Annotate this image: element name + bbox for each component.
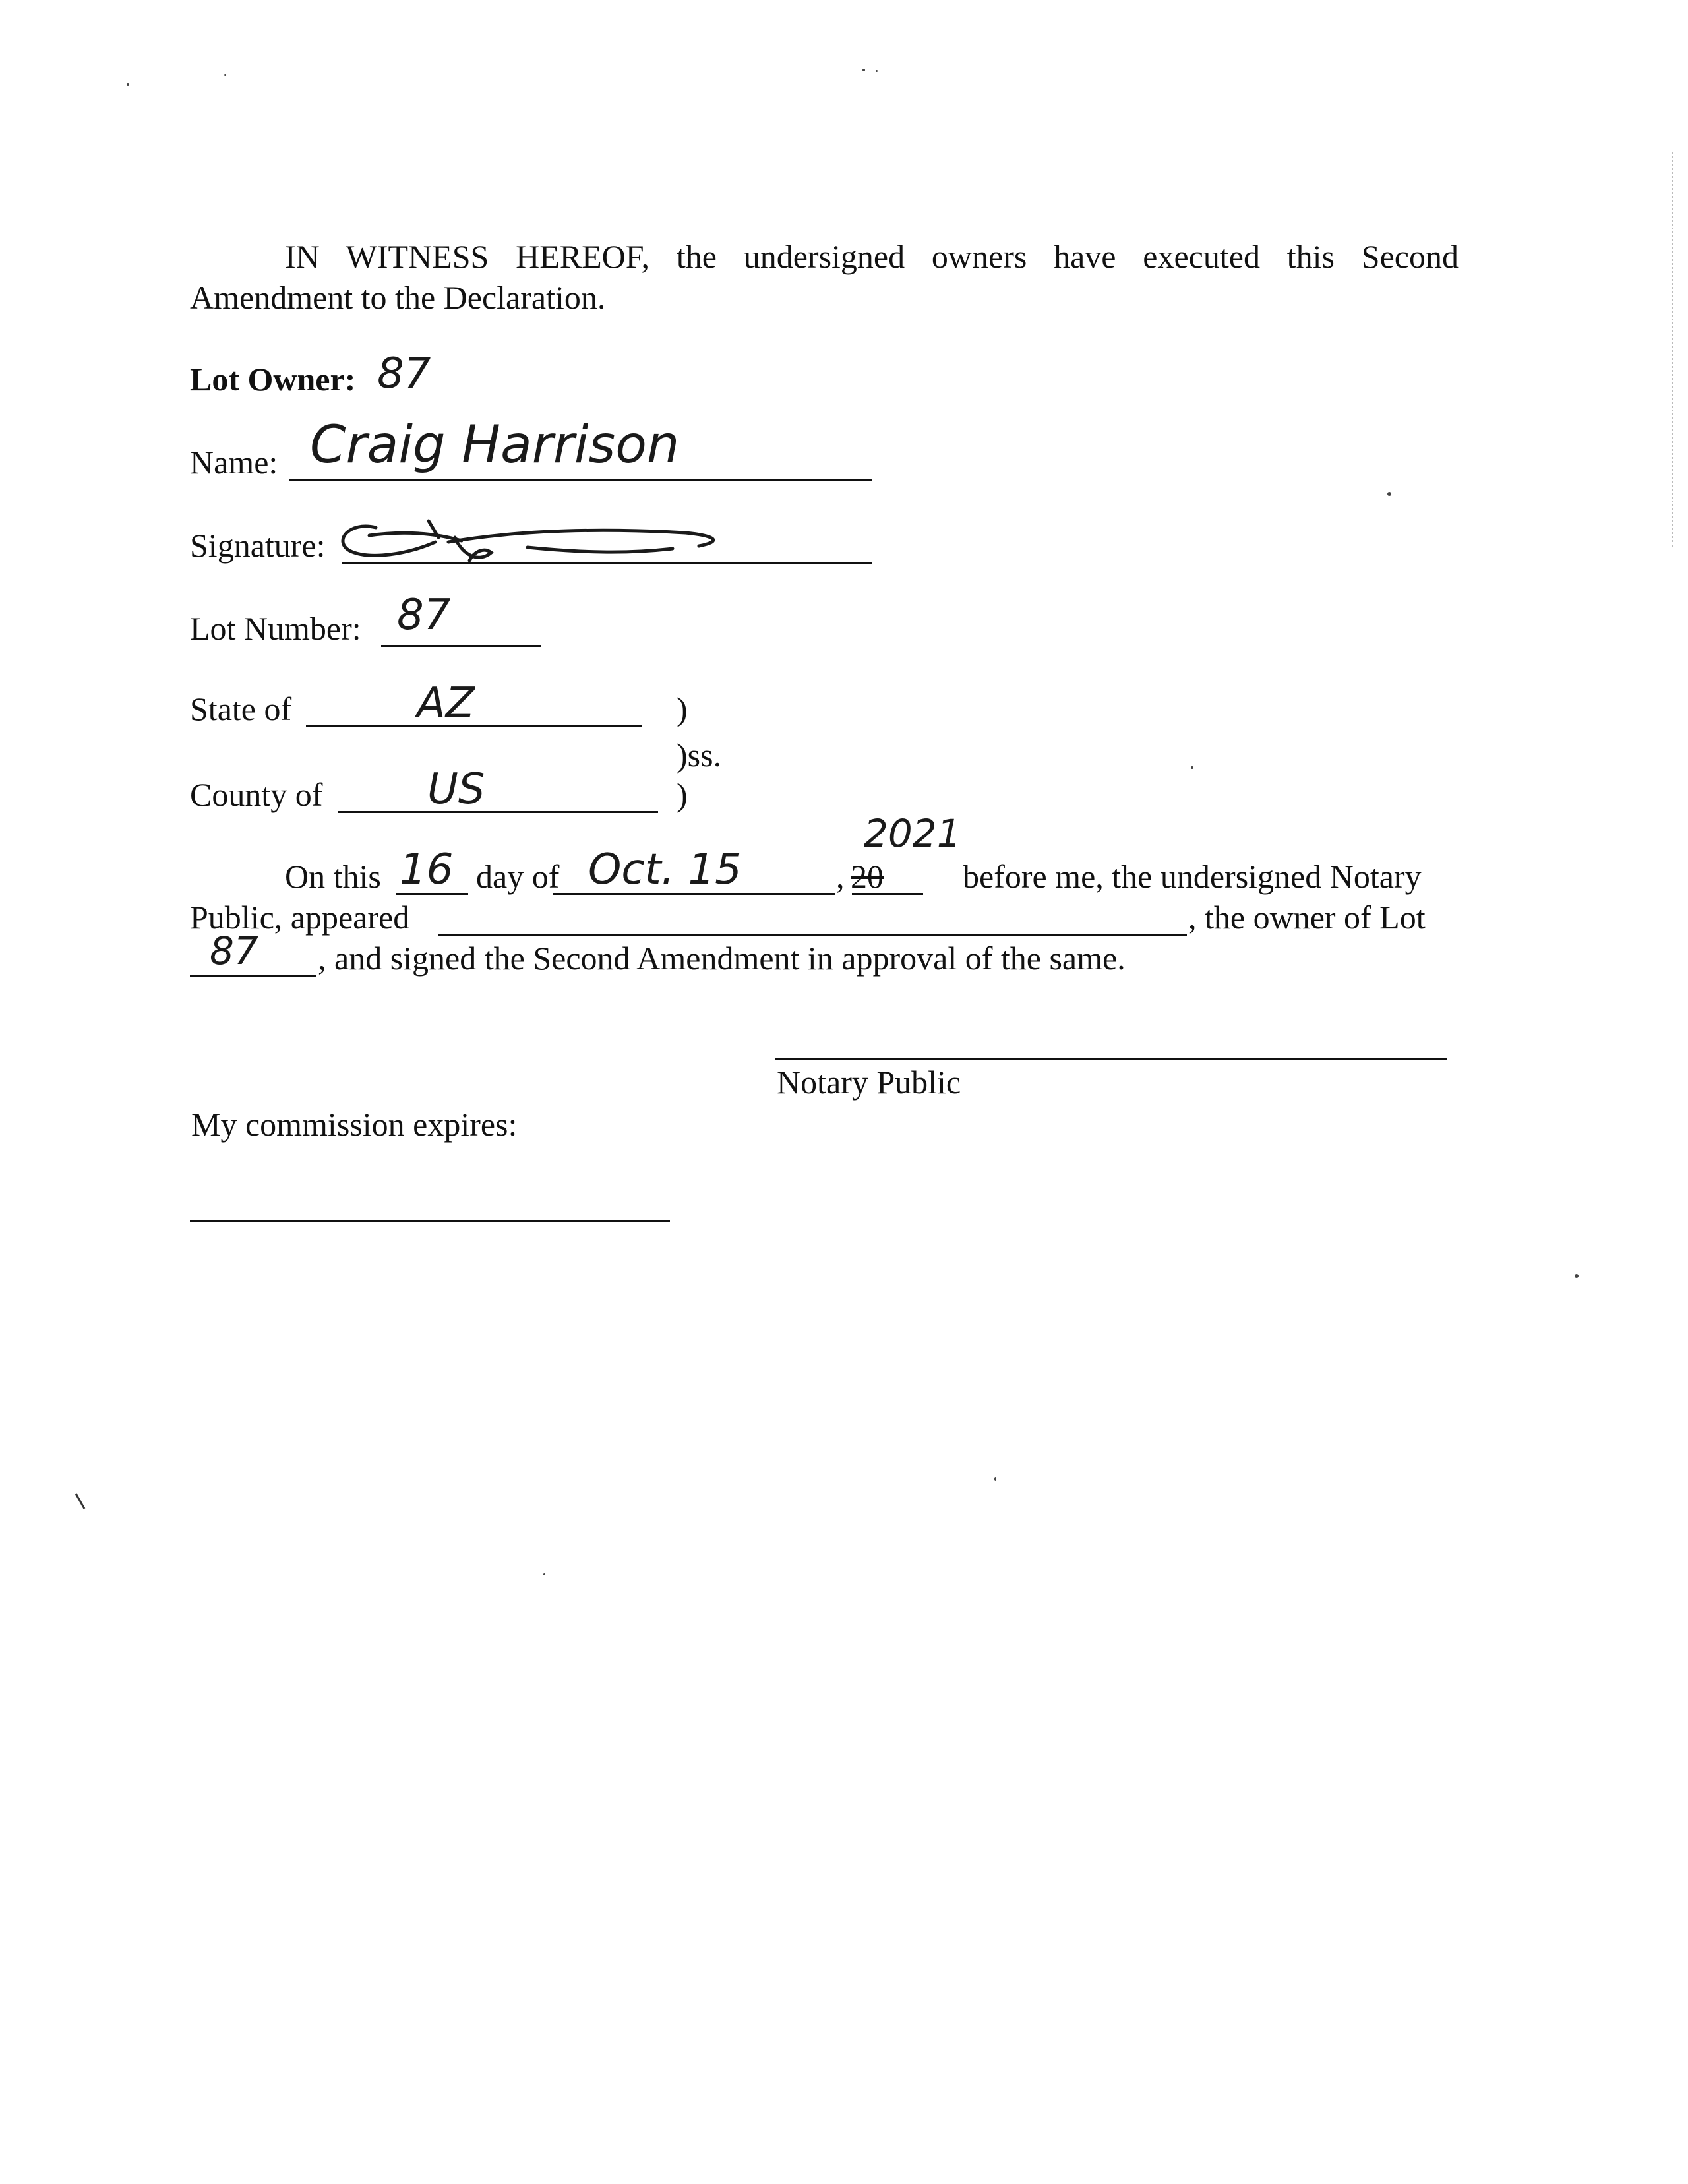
scan-edge-artifact <box>1669 152 1673 547</box>
lot-underline <box>190 975 316 977</box>
name-label: Name: <box>190 444 278 481</box>
day-handwritten: 16 <box>400 845 454 894</box>
name-handwritten: Craig Harrison <box>310 415 680 475</box>
lot-handwritten: 87 <box>210 928 258 973</box>
name-underline <box>289 479 872 481</box>
scan-speck <box>1191 766 1193 769</box>
scan-speck <box>994 1477 996 1481</box>
state-handwritten: AZ <box>417 679 475 728</box>
notary-public-label: Notary Public <box>777 1064 961 1101</box>
handwritten-signature <box>330 501 752 574</box>
paren-bottom: ) <box>677 776 688 813</box>
county-underline <box>338 811 658 813</box>
intro-line-1: IN WITNESS HEREOF, the undersigned owners have executed this Second <box>285 238 1459 275</box>
lot-owner-handwritten: 87 <box>377 349 431 398</box>
signed-text: , and signed the Second Amendment in approval of the same. <box>318 940 1126 977</box>
county-handwritten: US <box>427 765 485 814</box>
lot-number-handwritten: 87 <box>397 591 451 640</box>
scan-speck <box>862 69 865 71</box>
appeared-underline <box>438 934 1187 936</box>
scan-speck <box>224 74 226 76</box>
on-this-text: On this <box>285 858 381 895</box>
comma-1: , <box>836 858 845 895</box>
year-printed: 20 <box>851 858 884 895</box>
state-label: State of <box>190 690 292 727</box>
public-appeared-text: Public, appeared <box>190 899 410 936</box>
intro-line-2: Amendment to the Declaration. <box>190 279 606 316</box>
month-handwritten: Oct. 15 <box>588 845 742 894</box>
signature-label: Signature: <box>190 527 326 564</box>
county-label: County of <box>190 776 323 813</box>
before-me-text: before me, the undersigned Notary <box>963 858 1422 895</box>
year-underline <box>852 893 923 895</box>
ss-marker: )ss. <box>677 737 722 774</box>
year-correction-handwritten: 2021 <box>864 811 961 856</box>
lot-owner-label: Lot Owner: <box>190 361 356 398</box>
lot-number-underline <box>381 645 541 647</box>
owner-of-lot-text: , the owner of Lot <box>1188 899 1426 936</box>
scan-speck <box>543 1573 545 1575</box>
commission-expires-label: My commission expires: <box>191 1106 518 1143</box>
commission-expires-line <box>190 1220 670 1222</box>
day-of-text: day of <box>476 858 560 895</box>
scan-speck <box>1387 492 1391 496</box>
scan-speck <box>1575 1274 1579 1278</box>
scan-speck <box>876 70 878 72</box>
lot-number-label: Lot Number: <box>190 610 361 647</box>
notary-signature-line <box>775 1058 1447 1060</box>
scan-speck <box>127 83 129 86</box>
scan-mark <box>74 1492 87 1511</box>
paren-top: ) <box>677 690 688 727</box>
